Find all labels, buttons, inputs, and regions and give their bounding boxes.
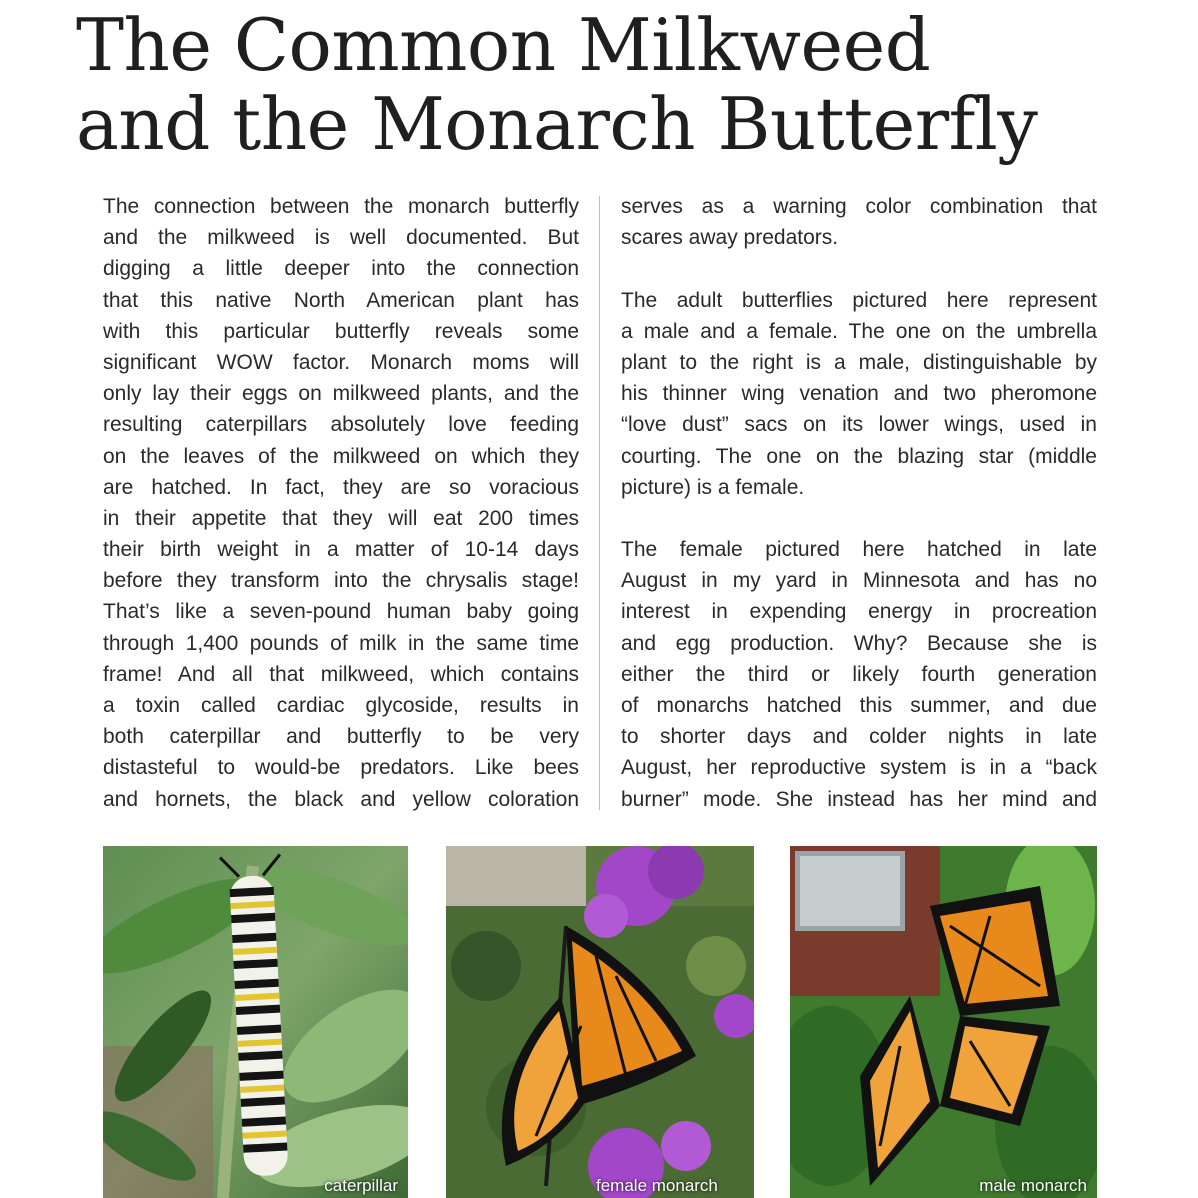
text-line: serves as a warning color combination that	[621, 195, 1097, 218]
text-line: on the leaves of the milkweed on which they	[103, 444, 579, 468]
text-line: through 1,400 pounds of milk in the same time	[103, 631, 579, 655]
text-line: in their appetite that they will eat 200 times	[103, 506, 579, 530]
text-line: resulting caterpillars absolutely love feeding	[103, 413, 579, 437]
female-monarch-photo	[446, 846, 754, 1198]
text-line: their birth weight in a matter of 10-14 days	[103, 538, 579, 562]
text-line: and the milkweed is well documented. But	[103, 226, 579, 250]
text-line: a toxin called cardiac glycoside, results in	[103, 694, 579, 717]
page-title	[76, 3, 1136, 166]
male-monarch-photo-icon	[790, 846, 1097, 1198]
text-line: to shorter days and colder nights in late	[621, 725, 1097, 749]
text-line: of monarchs hatched this summer, and due	[621, 694, 1097, 717]
female-monarch-photo-icon	[446, 846, 754, 1198]
text-line: scares away predators.	[621, 226, 839, 250]
text-line: “love dust” sacs on its lower wings, used in	[621, 413, 1097, 437]
text-line: and hornets, the black and yellow coloration	[103, 787, 579, 811]
text-line: plant to the right is a male, distinguishable by	[621, 350, 1097, 374]
article-column-right	[621, 191, 1097, 815]
text-line: interest in expending energy in procreation	[621, 600, 1097, 624]
text-line: burner” mode. She instead has her mind and	[621, 787, 1097, 811]
text-line: August, her reproductive system is in a “back	[621, 756, 1097, 780]
text-line: either the third or likely fourth generation	[621, 662, 1097, 686]
male-monarch-photo	[790, 846, 1097, 1198]
caterpillar-photo	[103, 846, 408, 1198]
title-line-1: The Common Milkweed	[76, 3, 931, 87]
text-line: The connection between the monarch butterfly	[103, 195, 579, 218]
text-line: distasteful to would-be predators. Like bees	[103, 756, 579, 780]
photo-caption: male monarch	[979, 1176, 1087, 1195]
text-line: The adult butterflies pictured here represent	[621, 288, 1097, 312]
text-line: that this native North American plant has	[103, 288, 579, 312]
text-line: frame! And all that milkweed, which contains	[103, 662, 579, 686]
paragraph-gap	[621, 253, 1097, 284]
paragraph-gap	[621, 503, 1097, 534]
article-column-left	[103, 191, 579, 815]
caterpillar-photo-icon	[103, 846, 408, 1198]
text-line: are hatched. In fact, they are so voracious	[103, 475, 579, 499]
text-line: That’s like a seven-pound human baby going	[103, 600, 579, 624]
photo-caption: caterpillar	[324, 1176, 398, 1195]
text-line: his thinner wing venation and two pheromone	[621, 382, 1097, 406]
text-line: significant WOW factor. Monarch moms will	[103, 350, 579, 374]
title-line-2: and the Monarch Butterfly	[76, 82, 1038, 166]
text-line: digging a little deeper into the connection	[103, 257, 579, 281]
text-line: and egg production. Why? Because she is	[621, 631, 1097, 655]
text-line: August in my yard in Minnesota and has no	[621, 569, 1097, 593]
text-line: before they transform into the chrysalis stage!	[103, 569, 579, 593]
text-line: a male and a female. The one on the umbrella	[621, 319, 1097, 343]
text-line: both caterpillar and butterfly to be very	[103, 725, 579, 749]
text-line: only lay their eggs on milkweed plants, and the	[103, 382, 579, 406]
text-line: courting. The one on the blazing star (middle	[621, 444, 1097, 468]
text-line: with this particular butterfly reveals some	[103, 319, 579, 343]
photo-caption: female monarch	[596, 1176, 718, 1195]
column-divider	[599, 196, 600, 810]
text-line: picture) is a female.	[621, 475, 805, 499]
text-line: The female pictured here hatched in late	[621, 538, 1097, 562]
